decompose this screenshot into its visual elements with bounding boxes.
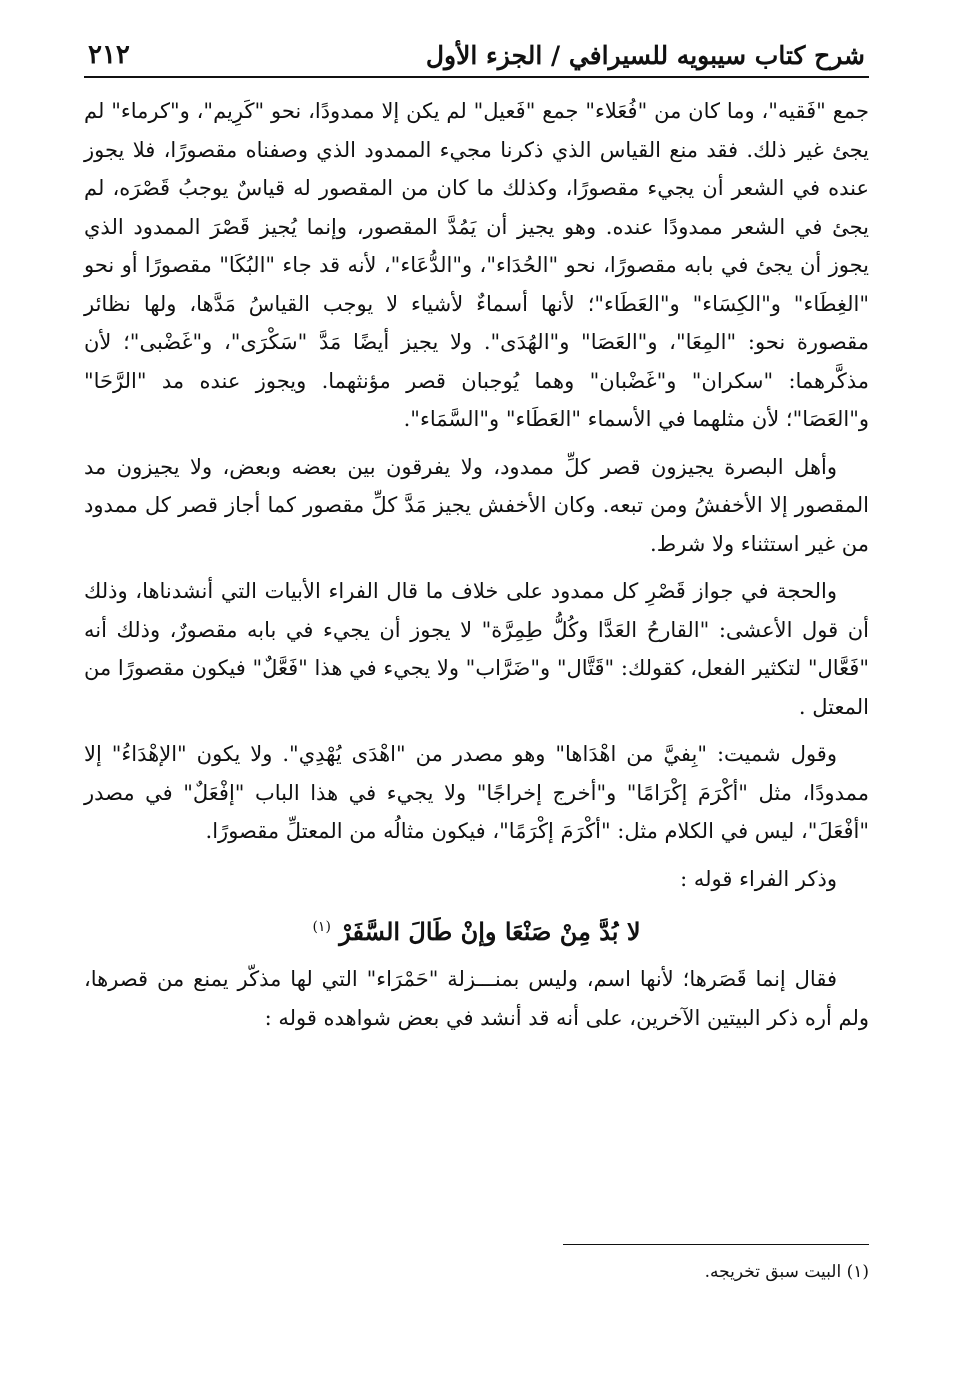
paragraph-1: جمع "فَقيه"، وما كان من "فُعَلاء" جمع "فَعيل" لم يكن إلا ممدودًا، نحو "كَرِيم"، و"كرماء" لم يجئ غير ذلك. فقد منع القياس الذي ذكرنا مجيء الممدود الذي وصفناه مقصورًا، فلا يجوز عنده في الشعر أن يجيء مقصورًا، وكذلك ما كان من المقصور له قياسٌ يوجبُ قَصْرَه، لم يجئ في الشعر ممدودًا عنده. وهو يجيز أن يَمُدَّ المقصور، وإنما يُجيز قَصْرَ الممدود الذي يجوز أن يجئ في بابه مقصورًا، نحو "الحُدَاء"، و"الدُّعَاء"، لأنه قد جاء "البُكَا" مقصورًا أو نحو "الغِطَاء" و"الكِسَاء" و"العَطَاء"؛ لأنها أسماءٌ لأشياء لا يوجب القياسُ مَدَّها، ولها نظائر مقصورة نحو: "المِعَا"، و"العَصَا" و"الهُدَى". ولا يجيز أيضًا مَدَّ "سَكْرَى"، و"غَضْبى"؛ لأن مذكَّرهما: "سكران" و"غَضْبان" وهما يُوجبان قصر مؤنثهما. ويجوز عنده مد "الرَّحَا" و"العَصَا"؛ لأن مثلهما في الأسماء "العَطَاء" و"السَّمَاء". (84, 99, 869, 431)
page-number: ٢١٢ (88, 40, 130, 70)
footnote: (١) البيت سبق تخريجه. (704, 1262, 869, 1282)
verse-text: لا بُدَّ مِنْ صَنْعَا وإنْ طَالَ السَّفَرْ (339, 917, 641, 946)
paragraph-6: فقال إنما قَصَرها؛ لأنها اسم، وليس بمنـــزلة "حَمْرَاء" التي لها مذكّر يمنع من قصرها، ولم أره ذكر البيتين الآخرين، على أنه قد أنشد في بعض شواهده قوله : (84, 967, 869, 1030)
footnote-marker: (١) (312, 919, 331, 935)
footnote-divider (563, 1244, 869, 1245)
verse-line (84, 907, 869, 952)
paragraph-2: وأهل البصرة يجيزون قصر كلِّ ممدود، ولا يفرقون بين بعضه وبعض، ولا يجيزون مد المقصور إلا الأخفشُ ومن تبعه. وكان الأخفش يجيز مَدَّ كلِّ مقصور كما أجاز قصر كل ممدود من غير استثناء ولا شرط. (84, 454, 869, 556)
paragraph-5: وذكر الفراء قوله : (680, 866, 837, 891)
paragraph-3: والحجة في جواز قَصْرِ كل ممدود على خلاف ما قال الفراء الأبيات التي أنشدناها، وذلك أن قول الأعشى: "القارحُ العَدَّا وكُلُّ طِمِرَّة" لا يجوز أن يجيء في بابه مقصورٌ، وذلك أنه "فَعَّال" لتكثير الفعل، كقولك: "قَتَّال" و"ضَرَّاب" ولا يجيء في هذا "فَعَّلٌ" فيكون مقصورًا من المعتل . (84, 579, 869, 719)
paragraph-4: وقول شميت: "بِفيَّ من اهْدَاها" وهو مصدر من "اهْدَى يُهْدِي". ولا يكون "الإهْدَاءُ" إلا ممدودًا، مثل "أكْرَمَ إكْرَامًا" و"أخرج إخراجًا" ولا يجيء في هذا الباب "إفْعَلٌ" في مصدر "أفْعَلَ"، ليس في الكلام مثل: "أكْرَمَ إكْرَمًا"، فيكون مثالُه من المعتلِّ مقصورًا. (84, 742, 869, 843)
page-body (84, 92, 869, 1037)
page-header (84, 28, 869, 78)
running-title: شرح كتاب سيبويه للسيرافي / الجزء الأول (425, 41, 865, 70)
